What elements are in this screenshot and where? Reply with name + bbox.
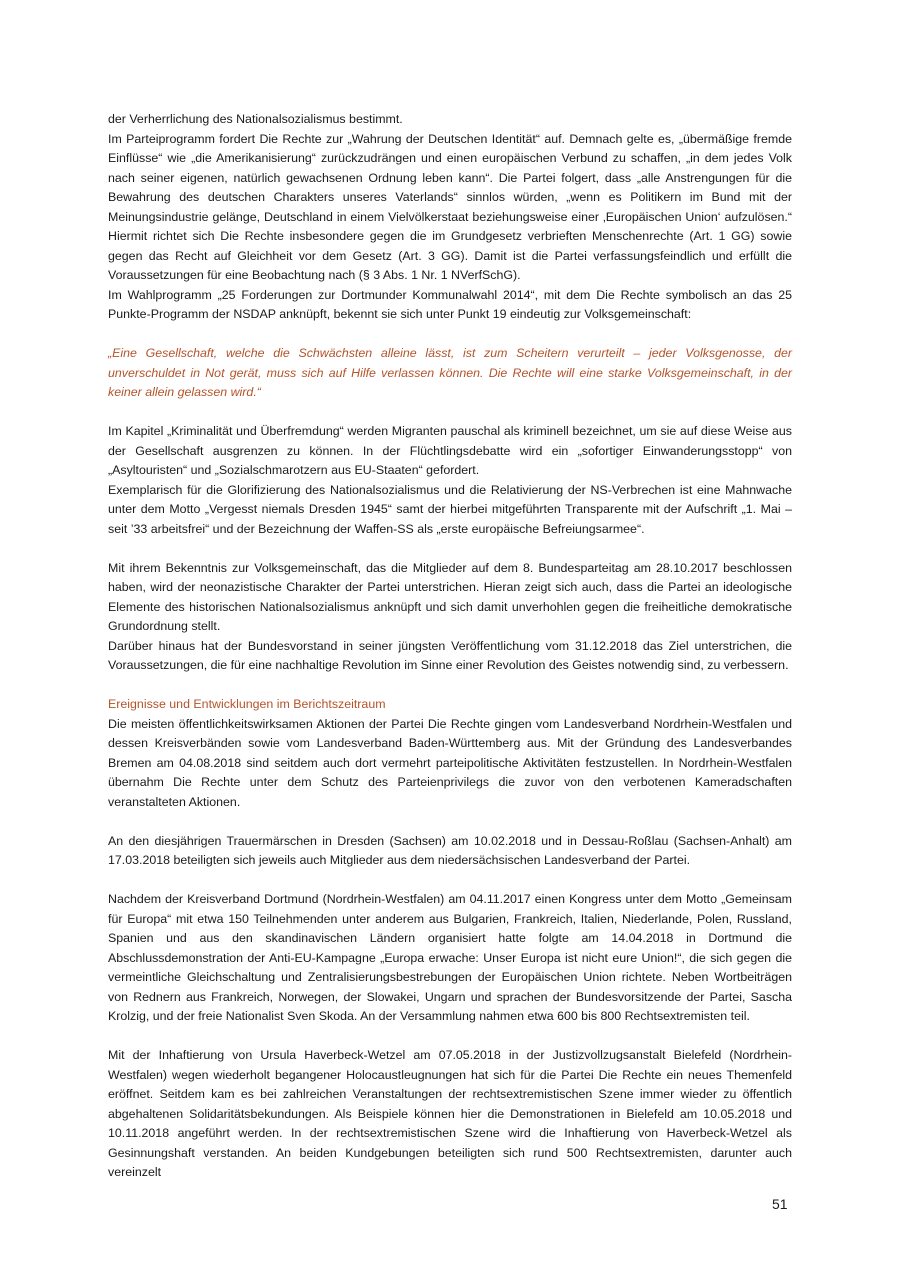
paragraph: Im Wahlprogramm „25 Forderungen zur Dortmunder Kommunalwahl 2014“, mit dem Die Rechte symbolisch an das 25 Punkte-Programm der NSDAP anknüpft, bekennt sie sich unter Punkt 19 eindeutig zur Volksgemeinschaft: [108, 287, 792, 321]
spacer [108, 676, 792, 696]
paragraph: Die meisten öffentlichkeitswirksamen Aktionen der Partei Die Rechte gingen vom Landesverband Nordrhein-Westfalen und dessen Kreisverbänden sowie vom Landesverband Baden-Württemberg aus. Mit der Gründung des Landesverbandes Bremen am 04.08.2018 sind seitdem auch dort vermehrt parteipolitische Aktivitäten festzustellen. In Nordrhein-Westfalen übernahm Die Rechte unter dem Schutz des Parteienprivilegs die zuvor von den verbotenen Kameradschaften veranstalteten Aktionen. [108, 716, 792, 809]
spacer [108, 403, 792, 423]
paragraph: Darüber hinaus hat der Bundesvorstand in seiner jüngsten Veröffentlichung vom 31.12.2018 das Ziel unterstrichen, die Voraussetzungen, die für eine nachhaltige Revolution im Sinne einer Revolution des Geistes notwendig sind, zu verbessern. [108, 638, 792, 672]
paragraph: Exemplarisch für die Glorifizierung des Nationalsozialismus und die Relativierung der NS-Verbrechen ist eine Mahnwache unter dem Motto „Vergesst niemals Dresden 1945“ samt der hierbei mitgeführten Transparente mit der Aufschrift „1. Mai – seit ’33 arbeitsfrei“ und der Bezeichnung der Waffen-SS als „erste europäische Befreiungsarmee“. [108, 482, 792, 536]
spacer [108, 871, 792, 891]
paragraph: der Verherrlichung des Nationalsozialismus bestimmt. [108, 112, 403, 126]
section-heading: Ereignisse und Entwicklungen im Berichtszeitraum [108, 697, 386, 711]
spacer [108, 1027, 792, 1047]
paragraph: An den diesjährigen Trauermärschen in Dresden (Sachsen) am 10.02.2018 und in Dessau-Roßlau (Sachsen-Anhalt) am 17.03.2018 beteiligten sich jeweils auch Mitglieder aus dem niedersächsischen Landesverband der Partei. [108, 833, 792, 867]
spacer [108, 812, 792, 832]
paragraph: Im Parteiprogramm fordert Die Rechte zur „Wahrung der Deutschen Identität“ auf. Demnach gelte es, „übermäßige fremde Einflüsse“ wie „die Amerikanisierung“ zurückzudrängen und einen europäischen Verbund zu schaffen, „in dem jedes Volk nach seiner eigenen, natürlich gewachsenen Ordnung leben kann“. Die Partei folgert, dass „alle Anstrengungen für die Bewahrung des deutschen Charakters unseres Vaterlands“ sinnlos würden, „wenn es Politikern im Bund mit der Meinungsindustrie gelänge, Deutschland in einem Vielvölkerstaat beziehungsweise einer ‚Europäischen Union‘ aufzulösen.“ Hiermit richtet sich Die Rechte insbesondere gegen die im Grundgesetz verbrieften Menschenrechte (Art. 1 GG) sowie gegen das Recht auf Gleichheit vor dem Gesetz (Art. 3 GG). Damit ist die Partei verfassungsfeindlich und erfüllt die Voraussetzungen für eine Beobachtung nach (§ 3 Abs. 1 Nr. 1 NVerfSchG). [108, 131, 792, 282]
paragraph: Nachdem der Kreisverband Dortmund (Nordrhein-Westfalen) am 04.11.2017 einen Kongress unter dem Motto „Gemeinsam für Europa“ mit etwa 150 Teilnehmenden unter anderem aus Bulgarien, Frankreich, Italien, Niederlande, Polen, Russland, Spanien und aus den skandinavischen Ländern organisiert hatte folgte am 14.04.2018 in Dortmund die Abschlussdemonstration der Anti-EU-Kampagne „Europa erwache: Unser Europa ist nicht eure Union!“, die sich gegen die vermeintliche Gleichschaltung und Zentralisierungsbestrebungen der Europäischen Union richtete. Neben Wortbeiträgen von Rednern aus Frankreich, Norwegen, der Slowakei, Ungarn und sprachen der Bundesvorsitzende der Partei, Sascha Krolzig, und der freie Nationalist Sven Skoda. An der Versammlung nahmen etwa 600 bis 800 Rechtsextremisten teil. [108, 892, 792, 1023]
quote: „Eine Gesellschaft, welche die Schwächsten alleine lässt, ist zum Scheitern verurteilt – jeder Volksgenosse, der unverschuldet in Not gerät, muss sich auf Hilfe verlassen können. Die Rechte will eine starke Volksgemeinschaft, in der keiner allein gelassen wird.“ [108, 346, 792, 399]
spacer [108, 539, 792, 559]
paragraph: Mit ihrem Bekenntnis zur Volksgemeinschaft, das die Mitglieder auf dem 8. Bundesparteitag am 28.10.2017 beschlossen haben, wird der neonazistische Charakter der Partei unterstrichen. Hieran zeigt sich auch, dass die Partei an ideologische Elemente des historischen Nationalsozialismus anknüpft und sich damit unverhohlen gegen die freiheitliche demokratische Grundordnung stellt. [108, 560, 792, 633]
page-number: 51 [772, 1196, 788, 1212]
paragraph: Mit der Inhaftierung von Ursula Haverbeck-Wetzel am 07.05.2018 in der Justizvollzugsanstalt Bielefeld (Nordrhein-Westfalen) wegen wiederholt begangener Holocaustleugnungen hat sich für die Partei Die Rechte ein neues Themenfeld eröffnet. Seitdem kam es bei zahlreichen Veranstaltungen der rechtsextremistischen Szene immer wieder zu öffentlich abgehaltenen Solidaritätsbekundungen. Als Beispiele können hier die Demonstrationen in Bielefeld am 10.05.2018 und 10.11.2018 angeführt werden. In der rechtsextremistischen Szene wird die Inhaftierung von Haverbeck-Wetzel als Gesinnungshaft verstanden. An beiden Kundgebungen beteiligten sich rund 500 Rechtsextremisten, darunter auch vereinzelt [108, 1048, 792, 1179]
paragraph: Im Kapitel „Kriminalität und Überfremdung“ werden Migranten pauschal als kriminell bezeichnet, um sie auf diese Weise aus der Gesellschaft ausgrenzen zu können. In der Flüchtlingsdebatte wird ein „sofortiger Einwanderungsstopp“ von „Asyltouristen“ und „Sozialschmarotzern aus EU-Staaten“ gefordert. [108, 424, 792, 477]
document-body [108, 110, 792, 1183]
spacer [108, 325, 792, 345]
